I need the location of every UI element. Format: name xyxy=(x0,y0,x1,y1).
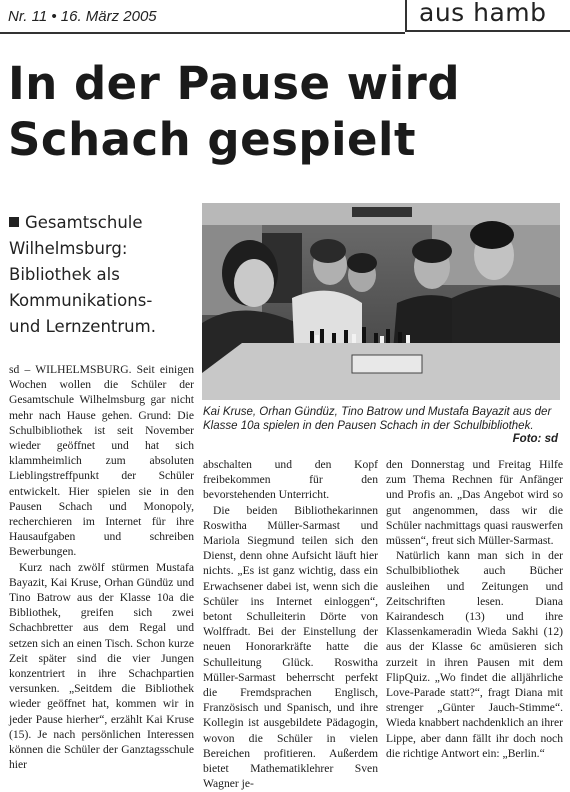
page-header xyxy=(0,0,570,34)
paragraph: abschalten und den Kopf freibekommen für den bevorstehenden Unterricht. xyxy=(203,458,378,502)
teaser-line-4: Kommunikations- xyxy=(9,291,153,310)
chess-photo xyxy=(202,203,560,400)
teaser-line-3: Bibliothek als xyxy=(9,265,120,284)
header-rule xyxy=(0,32,405,34)
section-box xyxy=(405,0,570,32)
paragraph: Die beiden Bibliothekarinnen Roswitha Müller-Sarmast und Mariola Siegmund teilen sich den Dienst, denn ohne Aufsicht läuft hier nichts. „Es ist ganz wichtig, dass ein Erwachsener dabei ist, wenn sich die Schüler ins Internet einloggen“, betont Schulleiterin Dörte von Wolffradt. Bei der Einstellung der neuen Honorarkräfte hatte die Schulleitung Glück. Roswitha Müller-Sarmast beherrscht perfekt die Fremdsprachen Englisch, Französisch und Spanisch, und ihre Kollegin ist ausgebildete Pädagogin, wovon die Schüler in vielen Bereichen profitieren. Außerdem bietet Mathematiklehrer Sven Wagner je- xyxy=(203,503,378,791)
section-title: aus hamb xyxy=(419,0,547,27)
article-column-2 xyxy=(203,457,378,791)
article-teaser xyxy=(9,210,199,340)
article-headline xyxy=(8,56,568,168)
photo-credit: Foto: sd xyxy=(512,433,558,445)
article-column-1 xyxy=(9,362,194,772)
paragraph-intro: sd – WILHELMSBURG. Seit einigen Wochen wollen die Schüler der Gesamtschule Wilhelmsburg gar nicht mehr nach Hause gehen. Grund: Die Schulbibliothek ist seit November wieder geöffnet und hat sich klammheimlich zum absoluten Lieblingstreffpunkt der Schüler entwickelt. Hier spielen sie in den Pausen Schach und Monopoly, recherchieren im Internet für ihre Hausaufgaben und schreiben Bewerbungen. xyxy=(9,363,194,559)
photo-caption: Kai Kruse, Orhan Gündüz, Tino Batrow und Mustafa Bayazit aus der Klasse 10a spielen in den Pausen Schach in der Schulbibliothek. xyxy=(203,406,552,432)
paragraph: Natürlich kann man sich in der Schulbibliothek auch Bücher ausleihen und Zeitungen und Zeitschriften lesen. Diana Kairandesch (13) und ihre Klassenkameradin Wieda Sakhi (12) aus der Klasse 6c amüsieren sich zurzeit in ihren Pausen mit dem FlipQuiz. „Wo findet die alljährliche Love-Parade statt?“, fragt Diana mit strenger „Günter Jauch-Stimme“. Wieda knabbert nachdenklich an ihrer Lippe, aber dann fällt ihr doch noch die richtige Antwort ein: „Berlin.“ xyxy=(386,549,563,760)
headline-line-1: In der Pause wird xyxy=(8,57,461,110)
headline-line-2: Schach gespielt xyxy=(8,113,416,166)
article-column-3 xyxy=(386,457,563,761)
square-bullet-icon xyxy=(9,217,19,227)
issue-date: Nr. 11 • 16. März 2005 xyxy=(8,8,157,25)
paragraph: den Donnerstag und Freitag Hilfe zum Thema Rechnen für Anfänger und Profis an. „Das Angebot wird so gut angenommen, dass wir die Schüler nachmittags quasi rauswerfen müssen“, freut sich Müller-Sarmast. xyxy=(386,458,563,548)
teaser-line-2: Wilhelmsburg: xyxy=(9,239,128,258)
teaser-line-5: und Lernzentrum. xyxy=(9,317,156,336)
teaser-line-1: Gesamtschule xyxy=(25,213,143,232)
chess-photo-image xyxy=(202,203,560,400)
paragraph: Kurz nach zwölf stürmen Mustafa Bayazit, Kai Kruse, Orhan Gündüz und Tino Batrow aus der Klasse 10a die Bibliothek, greifen sich zwei Schachbretter aus dem Regal und setzen sich an einen Tisch. Schon kurze Zeit später sind die vier Jungen konzentriert in ihre Schachpartien versunken. „Seitdem die Bibliothek wieder geöffnet hat, kommen wir in jeder Pause hierher“, erzählt Kai Kruse (15). Je nach persönlichen Interessen können die Schüler der Ganztagsschule hier xyxy=(9,560,194,772)
